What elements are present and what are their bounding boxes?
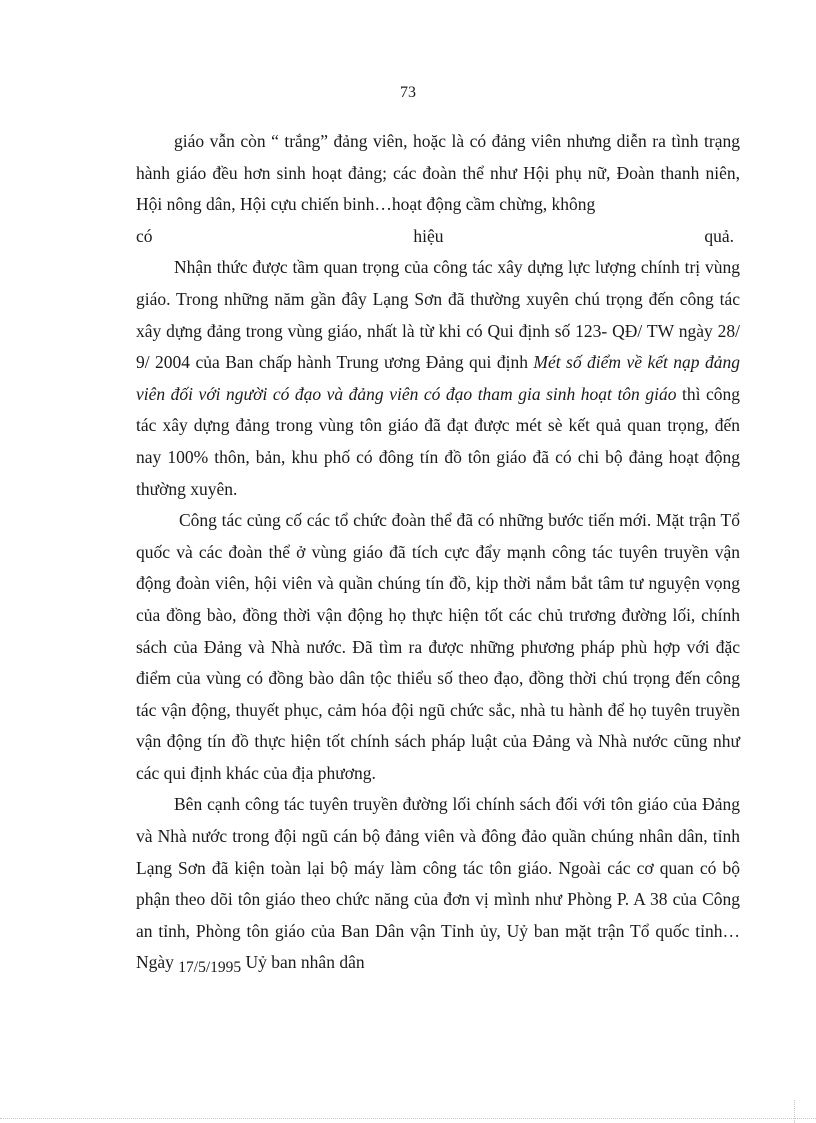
paragraph-2 (136, 252, 740, 505)
paragraph-1 (136, 126, 740, 221)
word-qua: quả. (704, 225, 734, 246)
page-number: 73 (400, 84, 416, 101)
document-body (136, 126, 740, 980)
paragraph-1-text: giáo vẫn còn “ trắng” đảng viên, hoặc là có đảng viên nhưng diễn ra tình trạng hành giáo đều hơn sinh hoạt đảng; các đoàn thể như Hội phụ nữ, Đoàn thanh niên, Hội nông dân, Hội cựu chiến binh…hoạt động cầm chừng, không (136, 131, 740, 215)
paragraph-2-italic-title: Mét số điểm về kết nạp đảng viên đối với người có đạo và đảng viên có đạo tham gia sinh hoạt tôn giáo (136, 352, 740, 404)
paragraph-4-text-start: Bên cạnh công tác tuyên truyền đường lối chính sách đối với tôn giáo của Đảng và Nhà nước trong đội ngũ cán bộ đảng viên và đông đảo quần chúng nhân dân, tỉnh Lạng Sơn đã kiện toàn lại bộ máy làm công tác tôn giáo. Ngoài các cơ quan có bộ phận theo dõi tôn giáo theo chức năng của đơn vị mình như Phòng P. A 38 của Công an tỉnh, Phòng tôn giáo của Ban Dân vận Tỉnh ủy, Uỷ ban mặt trận Tổ quốc tỉnh… Ngày (136, 794, 740, 973)
word-hieu: hiệu (413, 225, 444, 246)
paragraph-1-last-line (136, 221, 740, 253)
paragraph-4 (136, 789, 740, 980)
paragraph-2-text-start: Nhận thức được tầm quan trọng của công tác xây dựng lực lượng chính trị vùng giáo. Trong những năm gần đây Lạng Sơn đã thường xuyên chú trọng đến công tác xây dựng đảng trong vùng giáo, nhất là từ khi có Qui định số 123- QĐ/ TW ngày 28/ 9/ 2004 của Ban chấp hành Trung ương Đảng qui định (136, 257, 740, 373)
paragraph-4-date: 17/5/1995 (178, 959, 242, 977)
paragraph-3: Công tác củng cố các tổ chức đoàn thể đã có những bước tiến mới. Mặt trận Tổ quốc và các đoàn thể ở vùng giáo đã tích cực đẩy mạnh công tác tuyên truyền vận động đoàn viên, hội viên và quần chúng tín đồ, kịp thời nắm bắt tâm tư nguyện vọng của đồng bào, đồng thời vận động họ thực hiện tốt các chủ trương đường lối, chính sách của Đảng và Nhà nước. Đã tìm ra được những phương pháp phù hợp với đặc điểm của vùng có đồng bào dân tộc thiểu số theo đạo, đồng thời chú trọng đến công tác vận động, thuyết phục, cảm hóa đội ngũ chức sắc, nhà tu hành để họ tuyên truyền vận động tín đồ thực hiện tốt chính sách pháp luật của Đảng và Nhà nước cũng như các qui định khác của địa phương. (136, 510, 740, 783)
word-co: có (136, 225, 153, 246)
paragraph-2-text-end: thì công tác xây dựng đảng trong vùng tôn giáo đã đạt được mét sè kết quả quan trọng, đến nay 100% thôn, bản, khu phố có đông tín đồ tôn giáo đã có chi bộ đảng hoạt động thường xuyên. (136, 383, 740, 499)
page-bottom-border (0, 1118, 816, 1119)
paragraph-4-text-end: Uỷ ban nhân dân (241, 952, 365, 973)
page-corner-mark (794, 1100, 795, 1123)
